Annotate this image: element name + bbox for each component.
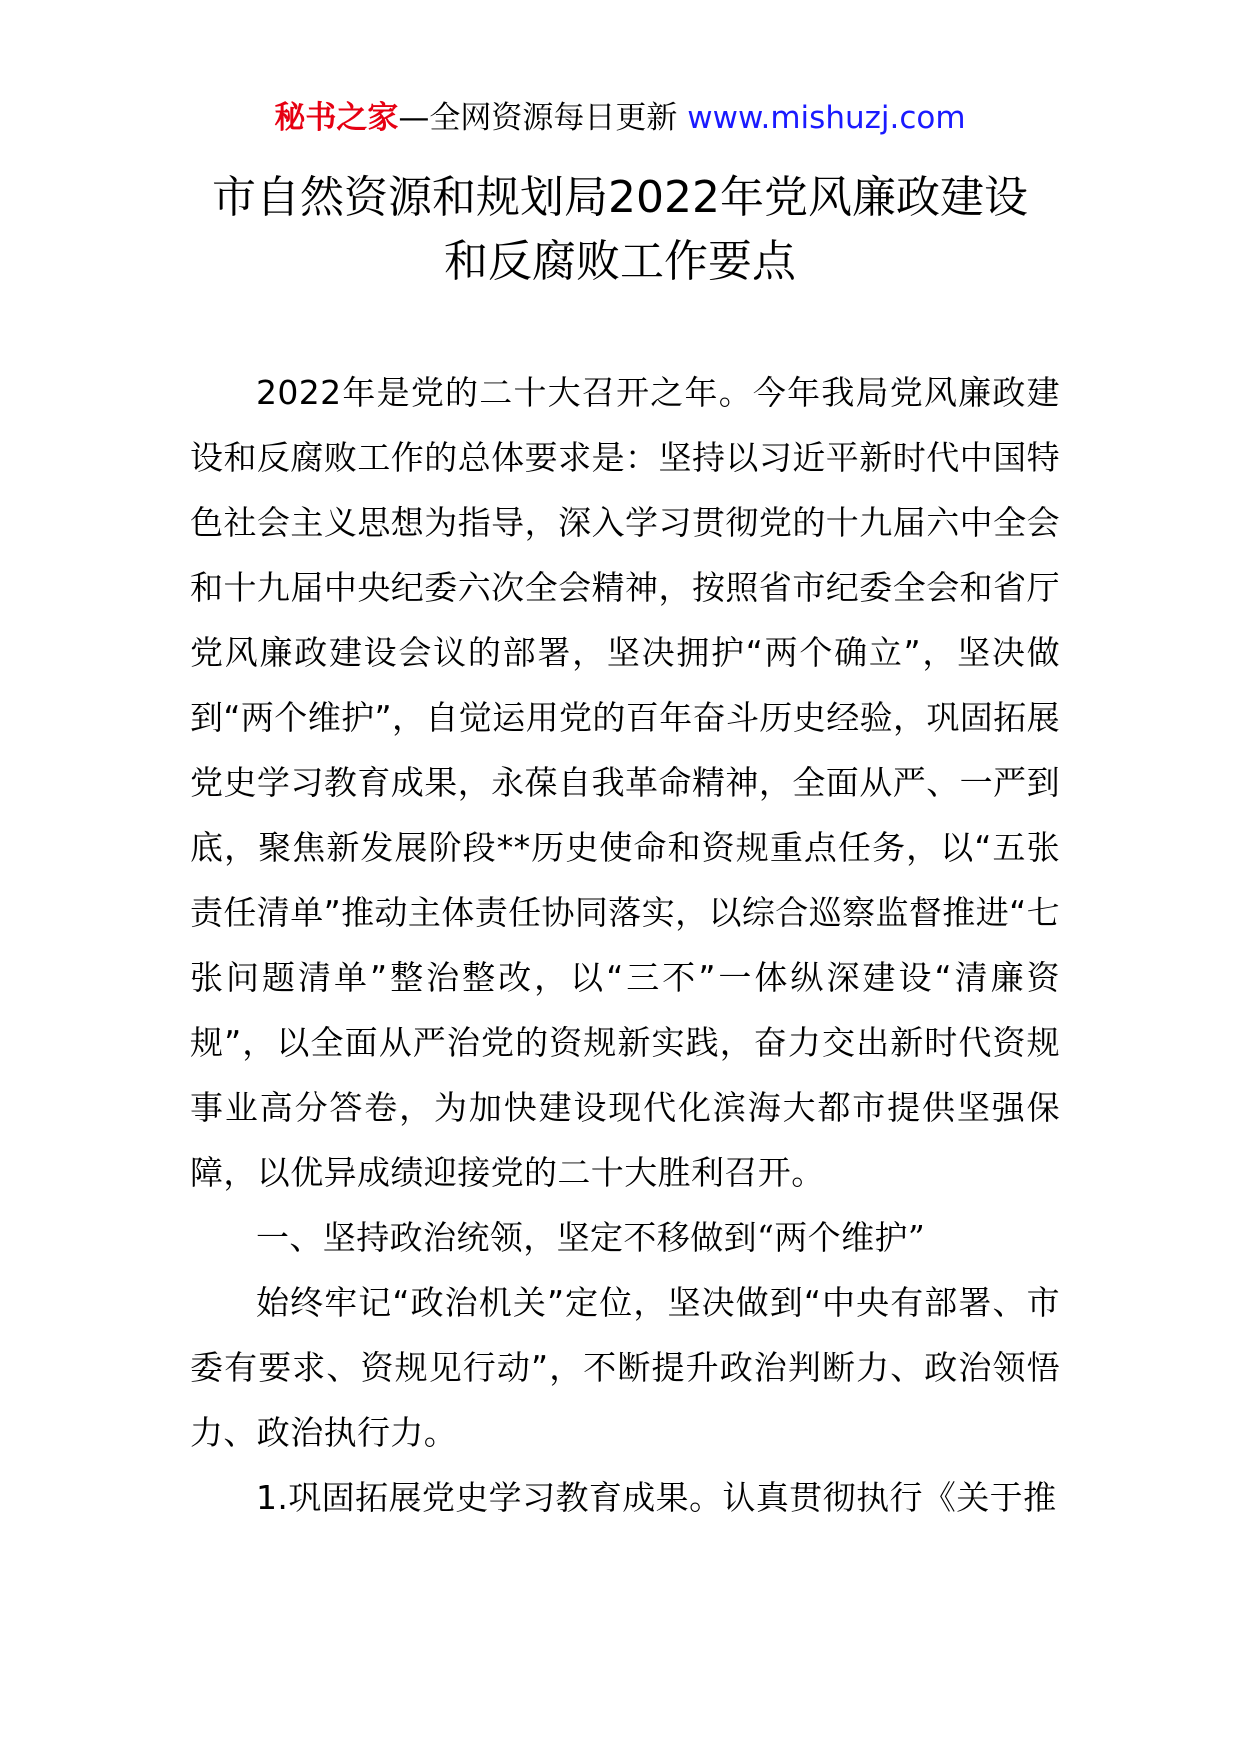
title-line-1: 市自然资源和规划局2022年党风廉政建设 xyxy=(212,172,1028,223)
site-header xyxy=(0,98,1240,138)
header-tagline: —全网资源每日更新 xyxy=(398,100,678,136)
section-heading-1: 一、坚持政治统领，坚定不移做到“两个维护” xyxy=(256,1218,926,1257)
section-1-paragraph: 始终牢记“政治机关”定位，坚决做到“中央有部署、市委有要求、资规见行动”，不断提升政治判断力、政治领悟力、政治执行力。 xyxy=(190,1283,1060,1452)
title-line-2: 和反腐败工作要点 xyxy=(444,236,796,287)
document-body xyxy=(190,360,1060,1530)
brand-name: 秘书之家 xyxy=(274,100,399,136)
website-link[interactable]: www.mishuzj.com xyxy=(687,100,966,136)
intro-paragraph: 2022年是党的二十大召开之年。今年我局党风廉政建设和反腐败工作的总体要求是：坚持以习近平新时代中国特色社会主义思想为指导，深入学习贯彻党的十九届六中全会和十九届中央纪委六次全会精神，按照省市纪委全会和省厅党风廉政建设会议的部署，坚决拥护“两个确立”，坚决做到“两个维护”，自觉运用党的百年奋斗历史经验，巩固拓展党史学习教育成果，永葆自我革命精神，全面从严、一严到底，聚焦新发展阶段**历史使命和资规重点任务，以“五张责任清单”推动主体责任协同落实，以综合巡察监督推进“七张问题清单”整治整改，以“三不”一体纵深建设“清廉资规”，以全面从严治党的资规新实践，奋力交出新时代资规事业高分答卷，为加快建设现代化滨海大都市提供坚强保障，以优异成绩迎接党的二十大胜利召开。 xyxy=(190,373,1060,1192)
item-1-paragraph: 1.巩固拓展党史学习教育成果。认真贯彻执行《关于推 xyxy=(256,1478,1057,1517)
document-title xyxy=(0,166,1240,294)
